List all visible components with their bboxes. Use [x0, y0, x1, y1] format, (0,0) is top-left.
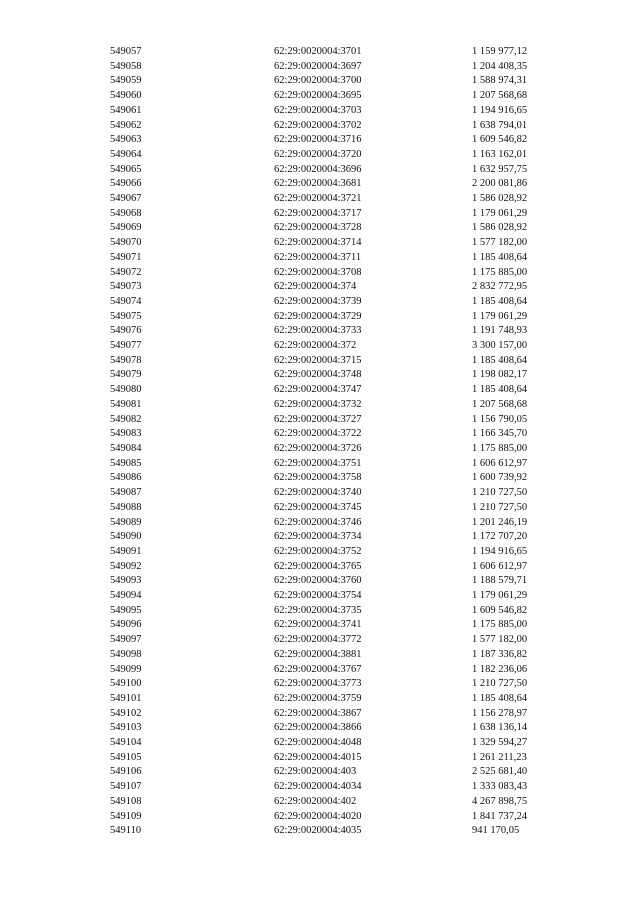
table-row	[0, 177, 640, 192]
table-row	[0, 192, 640, 207]
record-number: 549089	[110, 516, 142, 528]
cadastral-value: 1 600 739,92	[472, 472, 528, 484]
record-number: 549084	[110, 442, 142, 454]
cadastral-number: 62:29:0020004:3739	[274, 295, 362, 307]
table-row	[0, 442, 640, 457]
cadastral-value: 1 261 211,23	[472, 751, 527, 763]
table-row	[0, 589, 640, 604]
cadastral-value: 1 210 727,50	[472, 487, 528, 499]
record-number: 549058	[110, 60, 142, 72]
cadastral-number: 62:29:0020004:3747	[274, 384, 362, 396]
cadastral-number: 62:29:0020004:3711	[274, 251, 362, 263]
record-number: 549099	[110, 663, 142, 675]
table-row	[0, 207, 640, 222]
record-number: 549095	[110, 604, 142, 616]
cadastral-value: 1 172 707,20	[472, 531, 528, 543]
cadastral-number: 62:29:0020004:3758	[274, 472, 362, 484]
record-number: 549104	[110, 737, 142, 749]
cadastral-value: 1 175 885,00	[472, 442, 528, 454]
cadastral-value: 1 841 737,24	[472, 810, 528, 822]
cadastral-number: 62:29:0020004:3734	[274, 531, 362, 543]
table-row	[0, 471, 640, 486]
record-number: 549073	[110, 281, 142, 293]
table-row	[0, 604, 640, 619]
table-row	[0, 633, 640, 648]
table-row	[0, 163, 640, 178]
table-row	[0, 74, 640, 89]
cadastral-number: 62:29:0020004:3703	[274, 104, 362, 116]
cadastral-number: 62:29:0020004:3727	[274, 413, 362, 425]
table-row	[0, 530, 640, 545]
table-row	[0, 89, 640, 104]
record-number: 549088	[110, 501, 142, 513]
table-row	[0, 780, 640, 795]
cadastral-number: 62:29:0020004:374	[274, 281, 357, 293]
cadastral-value: 1 179 061,29	[472, 207, 528, 219]
record-number: 549079	[110, 369, 142, 381]
table-row	[0, 266, 640, 281]
cadastral-value: 2 200 081,86	[472, 178, 528, 190]
cadastral-number: 62:29:0020004:3700	[274, 75, 362, 87]
document-table	[0, 45, 640, 839]
cadastral-number: 62:29:0020004:3740	[274, 487, 362, 499]
record-number: 549061	[110, 104, 142, 116]
cadastral-value: 2 525 681,40	[472, 766, 528, 778]
record-number: 549069	[110, 222, 142, 234]
cadastral-value: 1 333 083,43	[472, 781, 528, 793]
cadastral-number: 62:29:0020004:3717	[274, 207, 362, 219]
cadastral-number: 62:29:0020004:4048	[274, 737, 362, 749]
cadastral-number: 62:29:0020004:3729	[274, 310, 362, 322]
record-number: 549082	[110, 413, 142, 425]
cadastral-value: 1 179 061,29	[472, 590, 528, 602]
table-row	[0, 104, 640, 119]
table-row	[0, 516, 640, 531]
table-row	[0, 133, 640, 148]
table-row	[0, 648, 640, 663]
cadastral-value: 941 170,05	[472, 825, 520, 837]
table-row	[0, 310, 640, 325]
record-number: 549070	[110, 237, 142, 249]
record-number: 549068	[110, 207, 142, 219]
cadastral-number: 62:29:0020004:4035	[274, 825, 362, 837]
cadastral-value: 1 182 236,06	[472, 663, 528, 675]
cadastral-value: 1 207 568,68	[472, 398, 528, 410]
record-number: 549093	[110, 575, 142, 587]
record-number: 549092	[110, 560, 142, 572]
cadastral-number: 62:29:0020004:3751	[274, 457, 362, 469]
table-row	[0, 824, 640, 839]
cadastral-number: 62:29:0020004:3697	[274, 60, 362, 72]
record-number: 549085	[110, 457, 142, 469]
cadastral-value: 1 609 546,82	[472, 604, 528, 616]
cadastral-value: 1 194 916,65	[472, 104, 528, 116]
cadastral-number: 62:29:0020004:3681	[274, 178, 362, 190]
cadastral-value: 1 588 974,31	[472, 75, 528, 87]
cadastral-number: 62:29:0020004:3716	[274, 134, 362, 146]
record-number: 549109	[110, 810, 142, 822]
cadastral-value: 1 638 794,01	[472, 119, 528, 131]
cadastral-number: 62:29:0020004:3867	[274, 707, 362, 719]
record-number: 549106	[110, 766, 142, 778]
cadastral-value: 4 267 898,75	[472, 795, 528, 807]
record-number: 549067	[110, 193, 142, 205]
cadastral-value: 1 210 727,50	[472, 501, 528, 513]
cadastral-value: 1 185 408,64	[472, 384, 528, 396]
cadastral-number: 62:29:0020004:3754	[274, 590, 362, 602]
cadastral-value: 1 638 136,14	[472, 722, 528, 734]
table-row	[0, 295, 640, 310]
cadastral-value: 1 577 182,00	[472, 634, 528, 646]
cadastral-value: 3 300 157,00	[472, 340, 528, 352]
record-number: 549076	[110, 325, 142, 337]
cadastral-value: 1 163 162,01	[472, 148, 528, 160]
record-number: 549087	[110, 487, 142, 499]
record-number: 549094	[110, 590, 142, 602]
record-number: 549083	[110, 428, 142, 440]
record-number: 549097	[110, 634, 142, 646]
cadastral-number: 62:29:0020004:3759	[274, 692, 362, 704]
record-number: 549103	[110, 722, 142, 734]
cadastral-number: 62:29:0020004:3722	[274, 428, 362, 440]
record-number: 549059	[110, 75, 142, 87]
cadastral-number: 62:29:0020004:3721	[274, 193, 362, 205]
record-number: 549102	[110, 707, 142, 719]
cadastral-value: 1 198 082,17	[472, 369, 528, 381]
cadastral-number: 62:29:0020004:3765	[274, 560, 362, 572]
table-row	[0, 60, 640, 75]
table-row	[0, 45, 640, 60]
cadastral-number: 62:29:0020004:3708	[274, 266, 362, 278]
table-row	[0, 560, 640, 575]
table-row	[0, 324, 640, 339]
record-number: 549110	[110, 825, 142, 837]
table-row	[0, 413, 640, 428]
record-number: 549066	[110, 178, 142, 190]
record-number: 549060	[110, 90, 142, 102]
table-row	[0, 545, 640, 560]
cadastral-number: 62:29:0020004:3732	[274, 398, 362, 410]
table-row	[0, 368, 640, 383]
cadastral-number: 62:29:0020004:3696	[274, 163, 362, 175]
record-number: 549065	[110, 163, 142, 175]
cadastral-number: 62:29:0020004:3866	[274, 722, 362, 734]
table-row	[0, 751, 640, 766]
cadastral-number: 62:29:0020004:3767	[274, 663, 362, 675]
table-row	[0, 280, 640, 295]
cadastral-value: 2 832 772,95	[472, 281, 528, 293]
cadastral-value: 1 179 061,29	[472, 310, 528, 322]
table-row	[0, 251, 640, 266]
cadastral-number: 62:29:0020004:4034	[274, 781, 362, 793]
record-number: 549101	[110, 692, 142, 704]
cadastral-number: 62:29:0020004:402	[274, 795, 357, 807]
table-row	[0, 765, 640, 780]
cadastral-number: 62:29:0020004:3745	[274, 501, 362, 513]
record-number: 549086	[110, 472, 142, 484]
table-row	[0, 354, 640, 369]
record-number: 549063	[110, 134, 142, 146]
record-number: 549090	[110, 531, 142, 543]
record-number: 549098	[110, 648, 142, 660]
record-number: 549096	[110, 619, 142, 631]
cadastral-number: 62:29:0020004:3760	[274, 575, 362, 587]
cadastral-value: 1 632 957,75	[472, 163, 528, 175]
cadastral-value: 1 577 182,00	[472, 237, 528, 249]
cadastral-value: 1 586 028,92	[472, 222, 528, 234]
cadastral-value: 1 175 885,00	[472, 266, 528, 278]
cadastral-value: 1 166 345,70	[472, 428, 528, 440]
cadastral-value: 1 194 916,65	[472, 545, 528, 557]
cadastral-number: 62:29:0020004:4020	[274, 810, 362, 822]
cadastral-value: 1 187 336,82	[472, 648, 528, 660]
cadastral-number: 62:29:0020004:3773	[274, 678, 362, 690]
table-row	[0, 119, 640, 134]
cadastral-value: 1 175 885,00	[472, 619, 528, 631]
cadastral-value: 1 606 612,97	[472, 457, 528, 469]
table-row	[0, 383, 640, 398]
record-number: 549077	[110, 340, 142, 352]
cadastral-value: 1 185 408,64	[472, 295, 528, 307]
cadastral-number: 62:29:0020004:3728	[274, 222, 362, 234]
table-row	[0, 148, 640, 163]
record-number: 549091	[110, 545, 142, 557]
record-number: 549080	[110, 384, 142, 396]
cadastral-value: 1 201 246,19	[472, 516, 528, 528]
cadastral-value: 1 159 977,12	[472, 46, 528, 57]
table-row	[0, 221, 640, 236]
table-row	[0, 692, 640, 707]
cadastral-number: 62:29:0020004:372	[274, 340, 357, 352]
cadastral-value: 1 210 727,50	[472, 678, 528, 690]
table-row	[0, 339, 640, 354]
cadastral-number: 62:29:0020004:3695	[274, 90, 362, 102]
table-row	[0, 236, 640, 251]
record-number: 549075	[110, 310, 142, 322]
cadastral-number: 62:29:0020004:4015	[274, 751, 362, 763]
record-number: 549078	[110, 354, 142, 366]
table-row	[0, 427, 640, 442]
table-row	[0, 810, 640, 825]
cadastral-value: 1 606 612,97	[472, 560, 528, 572]
record-number: 549108	[110, 795, 142, 807]
record-number: 549071	[110, 251, 142, 263]
record-number: 549105	[110, 751, 142, 763]
cadastral-number: 62:29:0020004:3702	[274, 119, 362, 131]
table-row	[0, 501, 640, 516]
cadastral-value: 1 586 028,92	[472, 193, 528, 205]
table-row	[0, 457, 640, 472]
table-row	[0, 618, 640, 633]
cadastral-value: 1 185 408,64	[472, 251, 528, 263]
cadastral-number: 62:29:0020004:3733	[274, 325, 362, 337]
cadastral-value: 1 156 278,97	[472, 707, 528, 719]
cadastral-number: 62:29:0020004:3726	[274, 442, 362, 454]
record-number: 549107	[110, 781, 142, 793]
cadastral-number: 62:29:0020004:3735	[274, 604, 362, 616]
cadastral-number: 62:29:0020004:3881	[274, 648, 362, 660]
table-row	[0, 398, 640, 413]
cadastral-value: 1 609 546,82	[472, 134, 528, 146]
cadastral-number: 62:29:0020004:3741	[274, 619, 362, 631]
cadastral-value: 1 185 408,64	[472, 692, 528, 704]
record-number: 549074	[110, 295, 142, 307]
table-row	[0, 677, 640, 692]
cadastral-number: 62:29:0020004:3701	[274, 46, 362, 57]
table-row	[0, 663, 640, 678]
cadastral-number: 62:29:0020004:3746	[274, 516, 362, 528]
cadastral-number: 62:29:0020004:3748	[274, 369, 362, 381]
cadastral-number: 62:29:0020004:3714	[274, 237, 362, 249]
cadastral-value: 1 156 790,05	[472, 413, 528, 425]
cadastral-number: 62:29:0020004:3720	[274, 148, 362, 160]
table-row	[0, 574, 640, 589]
cadastral-value: 1 191 748,93	[472, 325, 528, 337]
cadastral-number: 62:29:0020004:3752	[274, 545, 362, 557]
table-row	[0, 795, 640, 810]
record-number: 549057	[110, 46, 142, 57]
record-number: 549072	[110, 266, 142, 278]
cadastral-number: 62:29:0020004:3772	[274, 634, 362, 646]
cadastral-value: 1 329 594,27	[472, 737, 528, 749]
cadastral-value: 1 204 408,35	[472, 60, 528, 72]
table-row	[0, 707, 640, 722]
record-number: 549100	[110, 678, 142, 690]
table-row	[0, 486, 640, 501]
cadastral-value: 1 188 579,71	[472, 575, 528, 587]
cadastral-value: 1 207 568,68	[472, 90, 528, 102]
table-row	[0, 736, 640, 751]
record-number: 549064	[110, 148, 142, 160]
cadastral-value: 1 185 408,64	[472, 354, 528, 366]
record-number: 549081	[110, 398, 142, 410]
table-row	[0, 721, 640, 736]
cadastral-number: 62:29:0020004:3715	[274, 354, 362, 366]
record-number: 549062	[110, 119, 142, 131]
cadastral-number: 62:29:0020004:403	[274, 766, 357, 778]
